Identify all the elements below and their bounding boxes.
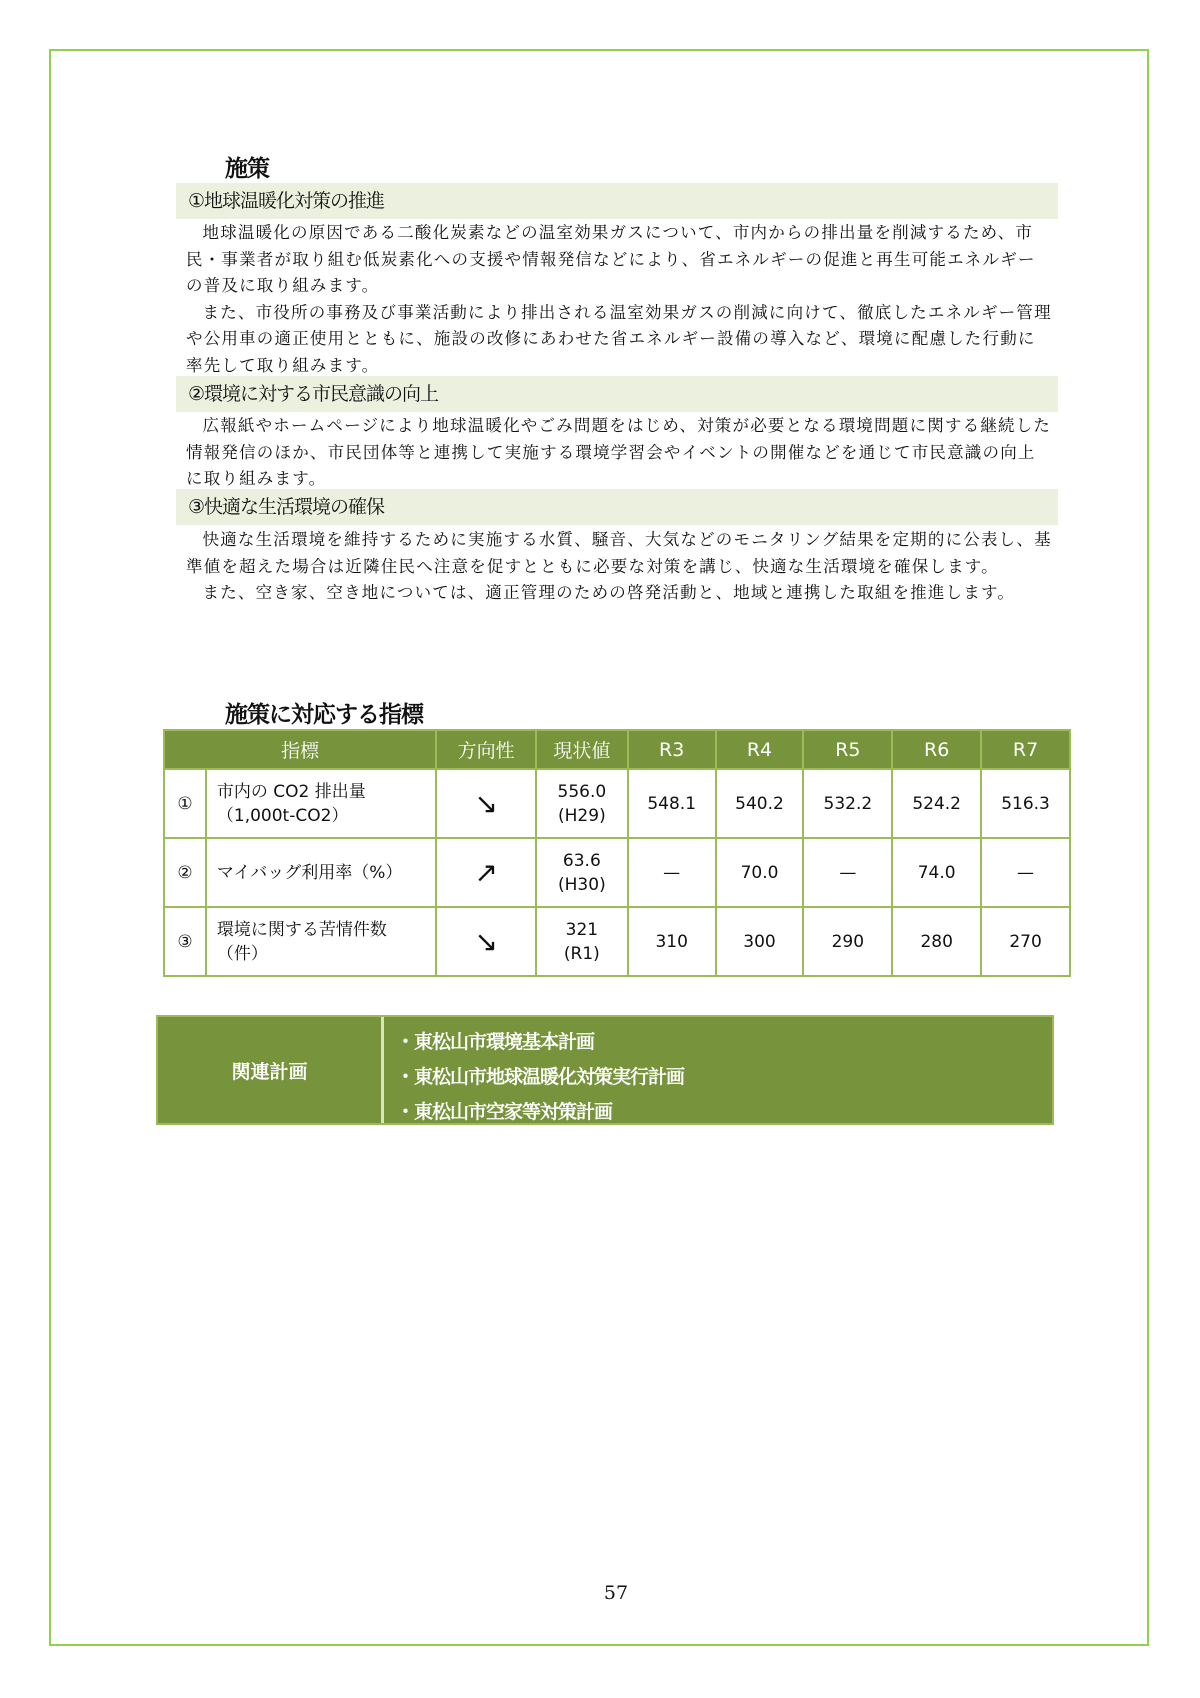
paragraph: 地球温暖化の原因である二酸化炭素などの温室効果ガスについて、市内からの排出量を削減するため、市民・事業者が取り組む低炭素化への支援や情報発信などにより、省エネルギーの促進と再生可能エネルギーの普及に取り組みます。 bbox=[186, 223, 1036, 295]
paragraph: また、空き家、空き地については、適正管理のための啓発活動と、地域と連携した取組を推進します。 bbox=[202, 583, 1016, 602]
cell: 548.1 bbox=[628, 769, 716, 838]
year: (H30) bbox=[558, 874, 606, 895]
col-header: R3 bbox=[628, 730, 716, 769]
measure-text-1 bbox=[186, 220, 1052, 379]
direction-arrow-icon: ↘ bbox=[436, 907, 536, 976]
related-plan-item: ・東松山市地球温暖化対策実行計画 bbox=[396, 1066, 685, 1088]
related-plans-box bbox=[156, 1015, 1054, 1125]
cell: 532.2 bbox=[803, 769, 892, 838]
measure-text-3 bbox=[186, 527, 1052, 607]
col-header: R6 bbox=[892, 730, 981, 769]
cell: 310 bbox=[628, 907, 716, 976]
name-line: 市内の CO2 排出量 bbox=[216, 781, 366, 802]
related-plan-item: ・東松山市空家等対策計画 bbox=[396, 1101, 613, 1123]
measure-heading-1: ①地球温暖化対策の推進 bbox=[176, 183, 1058, 219]
measure-heading-2: ②環境に対する市民意識の向上 bbox=[176, 376, 1058, 412]
value: 321 bbox=[565, 919, 599, 940]
table-header bbox=[164, 730, 1070, 769]
cell: 280 bbox=[892, 907, 981, 976]
table-row bbox=[164, 769, 1070, 838]
indicator-table bbox=[163, 729, 1071, 977]
cell: 540.2 bbox=[716, 769, 804, 838]
current-value bbox=[536, 838, 628, 907]
cell: 74.0 bbox=[892, 838, 981, 907]
cell: — bbox=[981, 838, 1070, 907]
cell: — bbox=[628, 838, 716, 907]
section-title: 施策 bbox=[225, 156, 269, 182]
related-plans-label: 関連計画 bbox=[158, 1017, 384, 1123]
table-row bbox=[164, 838, 1070, 907]
name-unit: （1,000t-CO2） bbox=[216, 805, 349, 826]
paragraph: また、市役所の事務及び事業活動により排出される温室効果ガスの削減に向けて、徹底したエネルギー管理や公用車の適正使用とともに、施設の改修にあわせた省エネルギー設備の導入など、環境に配慮した行動に率先して取り組みます。 bbox=[186, 302, 1052, 375]
related-plans-list bbox=[384, 1017, 684, 1123]
measure-heading-3: ③快適な生活環境の確保 bbox=[176, 489, 1058, 525]
col-header: R5 bbox=[803, 730, 892, 769]
page-number: 57 bbox=[603, 1582, 629, 1604]
measure-text-2 bbox=[186, 413, 1052, 493]
current-value bbox=[536, 769, 628, 838]
year: (H29) bbox=[558, 805, 606, 826]
direction-arrow-icon: ↗ bbox=[436, 838, 536, 907]
cell: 70.0 bbox=[716, 838, 804, 907]
col-header: 方向性 bbox=[436, 730, 536, 769]
value: 63.6 bbox=[562, 850, 601, 871]
cell: 524.2 bbox=[892, 769, 981, 838]
indicator-title: 施策に対応する指標 bbox=[225, 702, 423, 728]
paragraph: 快適な生活環境を維持するために実施する水質、騒音、大気などのモニタリング結果を定期的に公表し、基準値を超えた場合は近隣住民へ注意を促すとともに必要な対策を講じ、快適な生活環境を確保します。 bbox=[186, 530, 1052, 576]
paragraph: 広報紙やホームページにより地球温暖化やごみ問題をはじめ、対策が必要となる環境問題に関する継続した情報発信のほか、市民団体等と連携して実施する環境学習会やイベントの開催などを通じて市民意識の向上に取り組みます。 bbox=[186, 416, 1052, 488]
col-header: R7 bbox=[981, 730, 1070, 769]
table-row bbox=[164, 907, 1070, 976]
year: (R1) bbox=[563, 943, 600, 964]
indicator-name bbox=[206, 907, 436, 976]
name-line: 環境に関する苦情件数 bbox=[216, 919, 387, 940]
cell: 516.3 bbox=[981, 769, 1070, 838]
col-header: R4 bbox=[716, 730, 804, 769]
related-plan-item: ・東松山市環境基本計画 bbox=[396, 1031, 595, 1053]
row-number: ② bbox=[164, 838, 206, 907]
current-value bbox=[536, 907, 628, 976]
cell: 270 bbox=[981, 907, 1070, 976]
cell: — bbox=[803, 838, 892, 907]
name-unit: （件） bbox=[216, 943, 268, 964]
value: 556.0 bbox=[557, 781, 607, 802]
col-header: 指標 bbox=[164, 730, 436, 769]
row-number: ③ bbox=[164, 907, 206, 976]
indicator-name bbox=[206, 769, 436, 838]
row-number: ① bbox=[164, 769, 206, 838]
indicator-name bbox=[206, 838, 436, 907]
cell: 290 bbox=[803, 907, 892, 976]
direction-arrow-icon: ↘ bbox=[436, 769, 536, 838]
cell: 300 bbox=[716, 907, 804, 976]
name-line: マイバッグ利用率（%） bbox=[216, 862, 403, 883]
col-header: 現状値 bbox=[536, 730, 628, 769]
